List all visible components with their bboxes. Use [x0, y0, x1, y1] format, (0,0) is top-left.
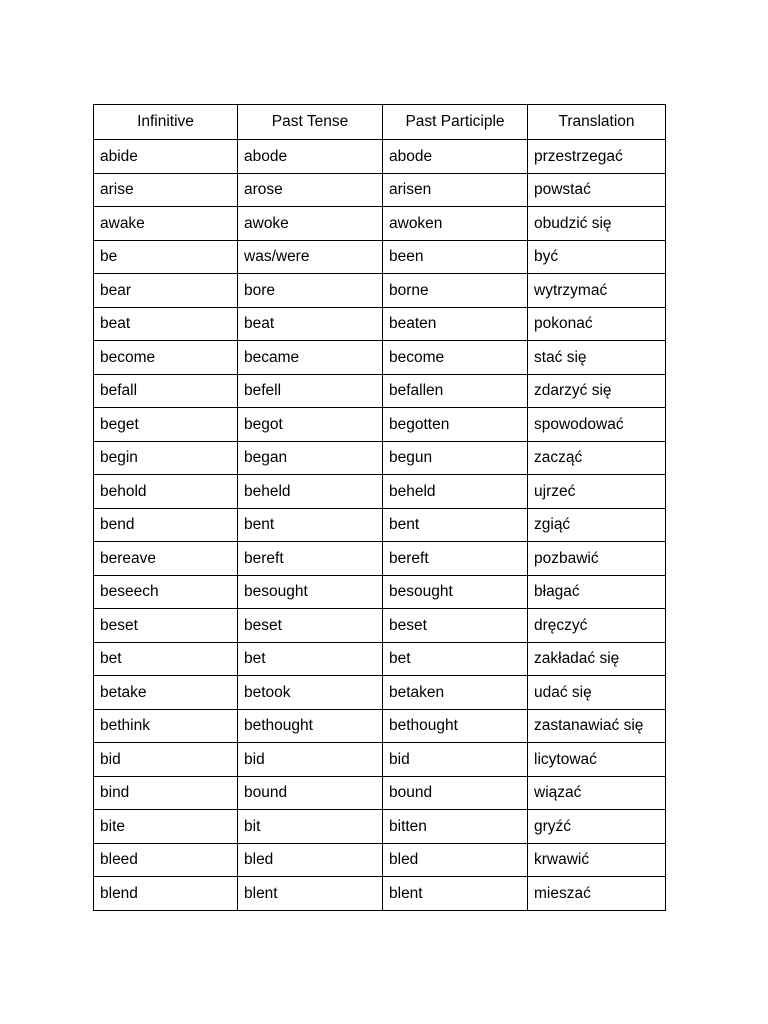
- cell-translation: pokonać: [528, 307, 666, 341]
- cell-past-tense: became: [238, 341, 383, 375]
- cell-past-tense: betook: [238, 676, 383, 710]
- cell-past-tense: bethought: [238, 709, 383, 743]
- cell-past-participle: begun: [383, 441, 528, 475]
- cell-infinitive: beseech: [94, 575, 238, 609]
- cell-infinitive: become: [94, 341, 238, 375]
- cell-past-participle: bereft: [383, 542, 528, 576]
- table-row: [94, 408, 666, 442]
- cell-past-tense: bore: [238, 274, 383, 308]
- table-row: [94, 877, 666, 911]
- table-row: [94, 341, 666, 375]
- cell-translation: udać się: [528, 676, 666, 710]
- cell-past-tense: beset: [238, 609, 383, 643]
- cell-past-tense: bound: [238, 776, 383, 810]
- irregular-verbs-table: [93, 104, 666, 911]
- cell-translation: zakładać się: [528, 642, 666, 676]
- cell-infinitive: abide: [94, 140, 238, 174]
- cell-infinitive: be: [94, 240, 238, 274]
- table-row: [94, 374, 666, 408]
- cell-past-tense: blent: [238, 877, 383, 911]
- table-row: [94, 240, 666, 274]
- cell-translation: mieszać: [528, 877, 666, 911]
- cell-past-tense: bereft: [238, 542, 383, 576]
- cell-translation: spowodować: [528, 408, 666, 442]
- table-row: [94, 810, 666, 844]
- cell-translation: obudzić się: [528, 207, 666, 241]
- cell-translation: zgiąć: [528, 508, 666, 542]
- table-row: [94, 441, 666, 475]
- cell-past-participle: abode: [383, 140, 528, 174]
- table-row: [94, 173, 666, 207]
- table-row: [94, 743, 666, 777]
- cell-translation: pozbawić: [528, 542, 666, 576]
- cell-past-participle: bet: [383, 642, 528, 676]
- cell-past-tense: besought: [238, 575, 383, 609]
- cell-past-participle: bethought: [383, 709, 528, 743]
- cell-past-participle: bitten: [383, 810, 528, 844]
- table-row: [94, 609, 666, 643]
- cell-past-participle: bent: [383, 508, 528, 542]
- cell-translation: wiązać: [528, 776, 666, 810]
- table-row: [94, 676, 666, 710]
- cell-past-tense: befell: [238, 374, 383, 408]
- table-row: [94, 575, 666, 609]
- cell-translation: zacząć: [528, 441, 666, 475]
- cell-infinitive: beat: [94, 307, 238, 341]
- cell-translation: wytrzymać: [528, 274, 666, 308]
- cell-infinitive: arise: [94, 173, 238, 207]
- cell-past-participle: blent: [383, 877, 528, 911]
- cell-past-participle: bled: [383, 843, 528, 877]
- header-infinitive: Infinitive: [94, 105, 238, 140]
- cell-past-participle: besought: [383, 575, 528, 609]
- cell-past-participle: beset: [383, 609, 528, 643]
- cell-past-participle: been: [383, 240, 528, 274]
- header-past-tense: Past Tense: [238, 105, 383, 140]
- cell-translation: zdarzyć się: [528, 374, 666, 408]
- cell-infinitive: beget: [94, 408, 238, 442]
- cell-past-tense: began: [238, 441, 383, 475]
- cell-infinitive: befall: [94, 374, 238, 408]
- cell-past-tense: awoke: [238, 207, 383, 241]
- table-row: [94, 207, 666, 241]
- table-row: [94, 542, 666, 576]
- table-row: [94, 642, 666, 676]
- table-row: [94, 843, 666, 877]
- cell-past-participle: beaten: [383, 307, 528, 341]
- cell-infinitive: begin: [94, 441, 238, 475]
- cell-past-tense: beat: [238, 307, 383, 341]
- cell-past-tense: was/were: [238, 240, 383, 274]
- cell-infinitive: bet: [94, 642, 238, 676]
- table-row: [94, 274, 666, 308]
- cell-past-tense: beheld: [238, 475, 383, 509]
- cell-infinitive: awake: [94, 207, 238, 241]
- cell-past-participle: betaken: [383, 676, 528, 710]
- table-row: [94, 709, 666, 743]
- cell-past-participle: beheld: [383, 475, 528, 509]
- cell-infinitive: bleed: [94, 843, 238, 877]
- cell-translation: powstać: [528, 173, 666, 207]
- table-header-row: [94, 105, 666, 140]
- cell-infinitive: bereave: [94, 542, 238, 576]
- cell-past-tense: bit: [238, 810, 383, 844]
- cell-infinitive: behold: [94, 475, 238, 509]
- cell-translation: licytować: [528, 743, 666, 777]
- cell-translation: przestrzegać: [528, 140, 666, 174]
- cell-infinitive: betake: [94, 676, 238, 710]
- table-row: [94, 508, 666, 542]
- cell-past-tense: bled: [238, 843, 383, 877]
- cell-infinitive: bind: [94, 776, 238, 810]
- cell-past-participle: bound: [383, 776, 528, 810]
- cell-translation: dręczyć: [528, 609, 666, 643]
- cell-past-tense: bid: [238, 743, 383, 777]
- cell-infinitive: bite: [94, 810, 238, 844]
- cell-past-participle: arisen: [383, 173, 528, 207]
- cell-translation: gryźć: [528, 810, 666, 844]
- cell-translation: krwawić: [528, 843, 666, 877]
- cell-translation: błagać: [528, 575, 666, 609]
- cell-past-participle: awoken: [383, 207, 528, 241]
- table-row: [94, 776, 666, 810]
- cell-past-tense: arose: [238, 173, 383, 207]
- cell-translation: stać się: [528, 341, 666, 375]
- cell-past-participle: borne: [383, 274, 528, 308]
- cell-infinitive: bid: [94, 743, 238, 777]
- cell-translation: zastanawiać się: [528, 709, 666, 743]
- table-body: [94, 140, 666, 911]
- cell-past-participle: befallen: [383, 374, 528, 408]
- cell-translation: ujrzeć: [528, 475, 666, 509]
- header-past-participle: Past Participle: [383, 105, 528, 140]
- cell-past-tense: begot: [238, 408, 383, 442]
- cell-infinitive: beset: [94, 609, 238, 643]
- table-row: [94, 140, 666, 174]
- table-row: [94, 475, 666, 509]
- header-translation: Translation: [528, 105, 666, 140]
- table-row: [94, 307, 666, 341]
- cell-translation: być: [528, 240, 666, 274]
- cell-infinitive: bear: [94, 274, 238, 308]
- cell-past-tense: bent: [238, 508, 383, 542]
- cell-past-participle: bid: [383, 743, 528, 777]
- cell-past-participle: become: [383, 341, 528, 375]
- cell-past-participle: begotten: [383, 408, 528, 442]
- cell-past-tense: bet: [238, 642, 383, 676]
- cell-infinitive: bethink: [94, 709, 238, 743]
- cell-past-tense: abode: [238, 140, 383, 174]
- cell-infinitive: bend: [94, 508, 238, 542]
- cell-infinitive: blend: [94, 877, 238, 911]
